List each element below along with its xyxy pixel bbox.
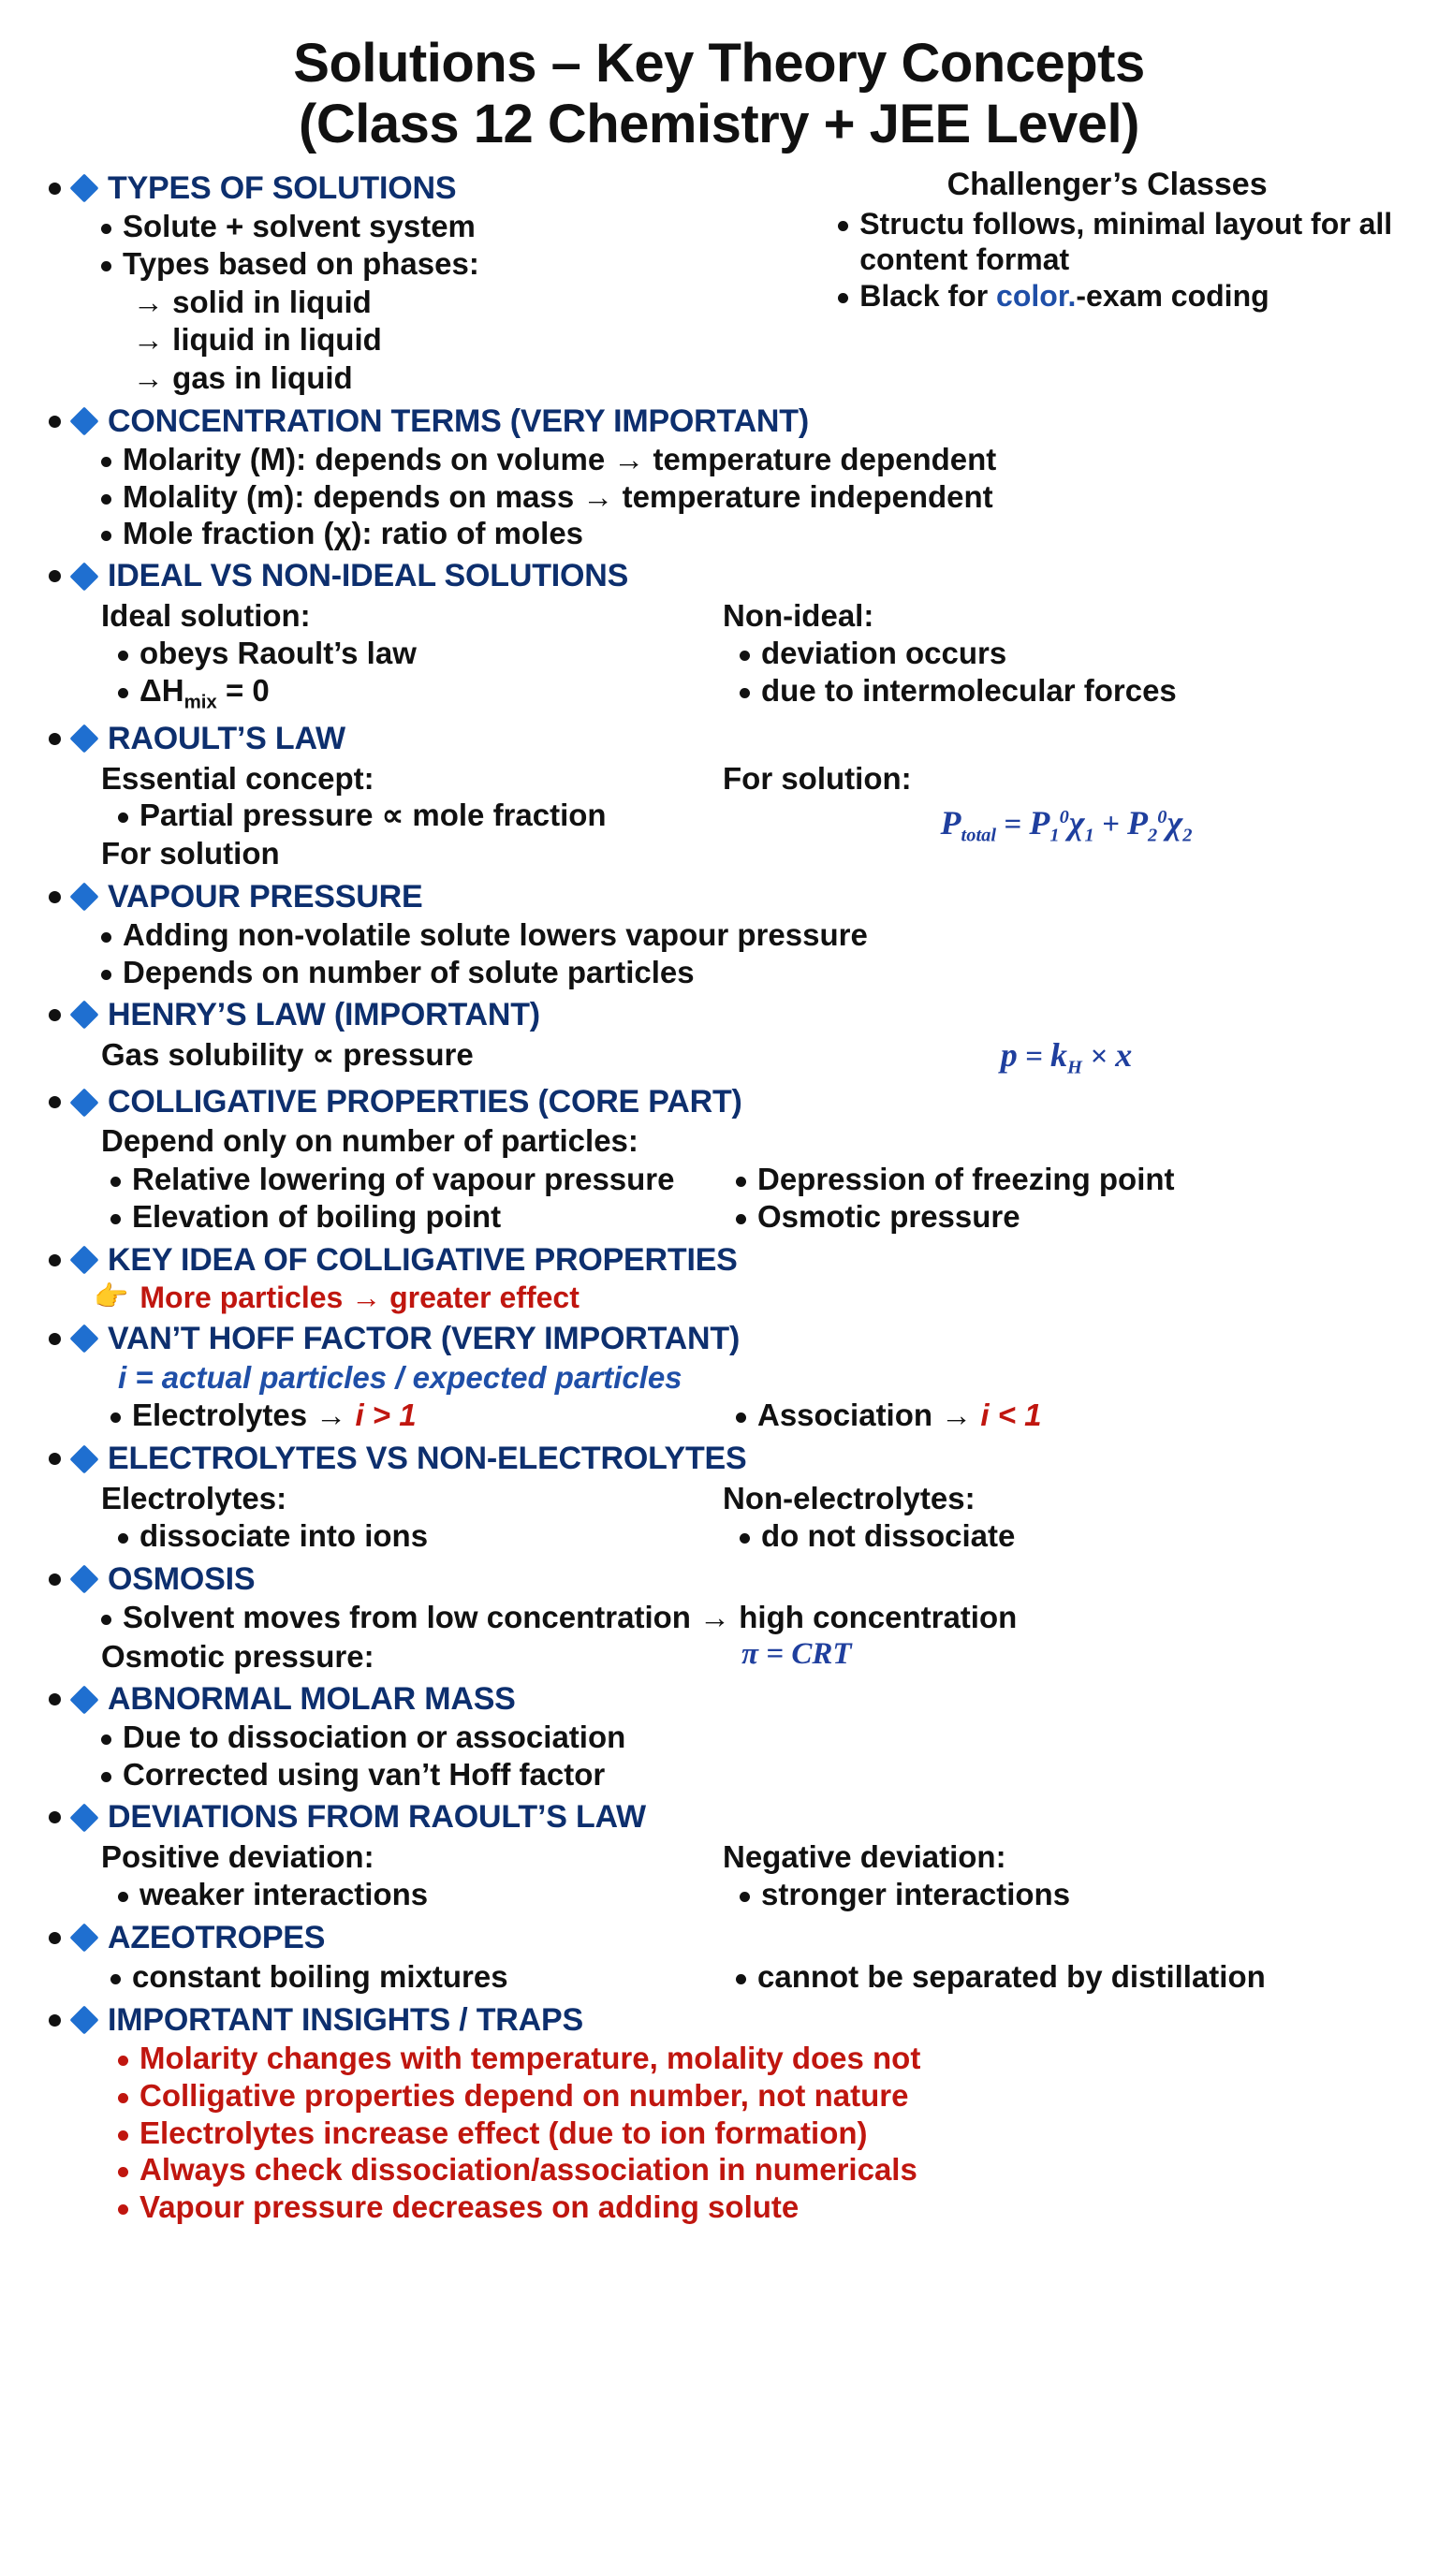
title-line-1: Solutions – Key Theory Concepts <box>293 33 1145 94</box>
column-left <box>28 596 715 714</box>
list-item-text <box>132 1398 417 1434</box>
trap-item <box>28 2152 1410 2188</box>
bullet-icon <box>101 970 111 980</box>
section-azeotropes <box>28 1920 1410 1997</box>
list-item-text: due to intermolecular forces <box>761 672 1177 708</box>
column-left <box>28 759 715 873</box>
diamond-icon <box>69 724 98 754</box>
column-left <box>28 1035 715 1079</box>
section-heading: VAPOUR PRESSURE <box>108 878 423 915</box>
list-item-text <box>757 1398 1042 1434</box>
bullet-icon <box>118 2056 128 2066</box>
electrolyte-value: i > 1 <box>355 1398 417 1433</box>
diamond-icon <box>69 1001 98 1030</box>
bullet-icon <box>740 1533 750 1544</box>
list-item <box>28 955 1410 991</box>
two-column-block <box>28 596 1410 714</box>
osmotic-pressure-label: Osmotic pressure: <box>101 1638 374 1674</box>
list-item-text: Depression of freezing point <box>757 1161 1175 1196</box>
trap-text: Vapour pressure decreases on adding solute <box>139 2189 800 2225</box>
list-item <box>28 798 715 834</box>
list-item-text: Depends on number of solute particles <box>123 954 695 989</box>
brand-note-post: -exam coding <box>1076 279 1269 314</box>
bullet-icon <box>49 1096 61 1108</box>
list-item <box>28 1959 719 1996</box>
column-right <box>719 1958 1410 1997</box>
bullet-icon <box>49 570 61 582</box>
bullet-icon <box>49 1453 61 1465</box>
trap-item <box>28 2078 1410 2115</box>
bullet-icon <box>740 651 750 661</box>
section-heading: CONCENTRATION TERMS (VERY IMPORTANT) <box>108 402 809 439</box>
list-item-text: Osmotic pressure <box>757 1198 1020 1234</box>
brand-note-text <box>859 279 1269 315</box>
bullet-icon <box>101 1615 111 1625</box>
two-column-block <box>28 1958 1410 1997</box>
list-item-text: Relative lowering of vapour pressure <box>132 1161 675 1196</box>
trap-text: Electrolytes increase effect (due to ion formation) <box>139 2115 868 2150</box>
section-abnormal-molar-mass <box>28 1681 1410 1793</box>
bullet-icon <box>49 1009 61 1021</box>
two-column-block <box>28 1035 1410 1079</box>
bullet-icon <box>118 651 128 661</box>
column-left <box>28 1637 715 1676</box>
title-line-2: (Class 12 Chemistry + JEE Level) <box>299 93 1139 154</box>
bullet-icon <box>118 2167 128 2177</box>
list-item-text: Molarity (M): depends on volume → temperature dependent <box>123 441 997 476</box>
bullet-icon <box>838 221 848 231</box>
column-label: Non-electrolytes: <box>723 1481 976 1516</box>
bullet-icon <box>736 1412 746 1423</box>
list-item <box>723 1518 1410 1555</box>
list-item <box>28 1720 1410 1756</box>
brand-note <box>804 279 1410 315</box>
section-heading-row <box>28 1561 1410 1598</box>
two-column-block <box>28 1837 1410 1914</box>
bullet-icon <box>118 2130 128 2141</box>
arrow-item: → liquid in liquid <box>133 322 382 358</box>
enthalpy-symbol: ΔH <box>139 672 184 708</box>
henry-formula: $p = k_H \times x$ <box>1000 1035 1133 1078</box>
list-item-text: cannot be separated by distillation <box>757 1958 1266 1994</box>
section-vant-hoff-factor <box>28 1321 1410 1436</box>
bullet-icon <box>49 891 61 903</box>
top-row <box>28 165 1410 398</box>
bullet-icon <box>110 1177 121 1187</box>
column-label: Essential concept: <box>101 760 374 796</box>
bullet-icon <box>118 688 128 698</box>
list-item-text: constant boiling mixtures <box>132 1958 508 1994</box>
diamond-icon <box>69 1685 98 1714</box>
vant-hoff-definition: i = actual particles / expected particles <box>118 1359 682 1395</box>
list-item <box>28 917 1410 954</box>
section-heading-row <box>28 1242 1410 1279</box>
column-right <box>715 1637 1410 1676</box>
two-column-block <box>28 1479 1410 1556</box>
column-label: Non-ideal: <box>723 598 874 634</box>
section-heading: DEVIATIONS FROM RAOULT’S LAW <box>108 1799 646 1836</box>
bullet-icon <box>49 1254 61 1266</box>
trap-text: Always check dissociation/association in numericals <box>139 2152 917 2188</box>
list-item <box>28 1877 715 1913</box>
column-left <box>28 1479 715 1556</box>
list-item-text: Due to dissociation or association <box>123 1720 626 1755</box>
list-item-text: Solute + solvent system <box>123 208 476 243</box>
list-item-text: Partial pressure ∝ mole fraction <box>139 798 607 833</box>
section-colligative-properties <box>28 1084 1410 1236</box>
section-heading: TYPES OF SOLUTIONS <box>108 169 457 206</box>
column-label: Positive deviation: <box>101 1839 374 1875</box>
bullet-icon <box>49 416 61 428</box>
section-electrolytes-vs-nonelectrolytes <box>28 1441 1410 1556</box>
list-item <box>28 1600 1410 1636</box>
trap-text: Colligative properties depend on number, not nature <box>139 2077 909 2113</box>
section-heading-row <box>28 1681 1410 1718</box>
bullet-icon <box>118 1892 128 1902</box>
list-item <box>28 1757 1410 1793</box>
section-heading: IMPORTANT INSIGHTS / TRAPS <box>108 2001 583 2038</box>
list-item <box>723 636 1410 672</box>
bullet-icon <box>838 293 848 303</box>
two-column-block <box>28 1637 1410 1676</box>
trap-item <box>28 2115 1410 2152</box>
page-title <box>28 34 1410 155</box>
diamond-icon <box>69 1924 98 1953</box>
list-item-text: weaker interactions <box>139 1876 429 1911</box>
list-item-text: obeys Raoult’s law <box>139 635 417 670</box>
column-right <box>715 1479 1410 1556</box>
section-heading-row <box>28 879 1410 915</box>
bullet-icon <box>110 1412 121 1423</box>
trap-text: Molarity changes with temperature, molality does not <box>139 2040 921 2075</box>
section-heading: AZEOTROPES <box>108 1919 326 1955</box>
section-heading: RAOULT’S LAW <box>108 720 345 756</box>
list-item <box>28 1518 715 1555</box>
bullet-icon <box>118 1533 128 1544</box>
list-item-text: deviation occurs <box>761 635 1007 670</box>
diamond-icon <box>69 2006 98 2035</box>
bullet-icon <box>49 1811 61 1823</box>
highlight-row <box>28 1281 1410 1315</box>
two-column-block <box>28 1161 1410 1237</box>
section-types-of-solutions <box>28 165 799 398</box>
diamond-icon <box>69 1803 98 1832</box>
arrow-item: → solid in liquid <box>133 284 372 319</box>
section-concentration-terms <box>28 403 1410 553</box>
column-right <box>715 1035 1410 1079</box>
diamond-icon <box>69 1088 98 1117</box>
list-item <box>28 479 1410 516</box>
column-right <box>715 596 1410 714</box>
bullet-icon <box>49 183 61 195</box>
henry-statement: Gas solubility ∝ pressure <box>101 1036 474 1072</box>
trap-item <box>28 2041 1410 2077</box>
section-heading: ELECTROLYTES VS NON-ELECTROLYTES <box>108 1441 747 1477</box>
section-henrys-law <box>28 997 1410 1079</box>
bullet-icon <box>101 1734 111 1745</box>
list-item <box>28 246 799 283</box>
diamond-icon <box>69 174 98 203</box>
column-right <box>719 1397 1410 1435</box>
column-label: Electrolytes: <box>101 1481 287 1516</box>
section-heading-row <box>28 721 1410 757</box>
brand-note <box>804 207 1410 278</box>
bullet-icon <box>101 932 111 943</box>
trap-item <box>28 2189 1410 2226</box>
section-heading-row <box>28 1321 1410 1357</box>
bullet-icon <box>49 1333 61 1345</box>
bullet-icon <box>736 1214 746 1224</box>
brand-block <box>799 165 1410 316</box>
section-heading: IDEAL VS NON-IDEAL SOLUTIONS <box>108 558 629 594</box>
list-item <box>723 673 1410 710</box>
bullet-icon <box>49 1693 61 1705</box>
section-heading: KEY IDEA OF COLLIGATIVE PROPERTIES <box>108 1241 738 1278</box>
bullet-icon <box>118 2204 128 2215</box>
list-item-text: Elevation of boiling point <box>132 1198 502 1234</box>
highlight-text: More particles → greater effect <box>139 1280 580 1314</box>
section-heading: COLLIGATIVE PROPERTIES (CORE PART) <box>108 1084 742 1120</box>
column-tail-text: For solution <box>101 836 280 871</box>
enthalpy-value: = 0 <box>216 672 270 708</box>
list-item <box>28 1199 719 1236</box>
bullet-icon <box>49 1932 61 1944</box>
bullet-icon <box>49 733 61 745</box>
column-right <box>715 1837 1410 1914</box>
section-heading: OSMOSIS <box>108 1560 256 1597</box>
two-column-block <box>28 759 1410 873</box>
list-item <box>719 1199 1410 1236</box>
section-heading-row <box>28 1441 1410 1477</box>
bullet-icon <box>101 457 111 467</box>
section-osmosis <box>28 1561 1410 1676</box>
list-item <box>719 1162 1410 1198</box>
association-label: Association → <box>757 1398 981 1433</box>
list-item-text: Molality (m): depends on mass → temperature independent <box>123 478 993 514</box>
brand-name: Challenger’s Classes <box>946 166 1268 202</box>
association-value: i < 1 <box>980 1398 1042 1433</box>
diamond-icon <box>69 1565 98 1594</box>
electrolyte-label: Electrolytes → <box>132 1398 356 1433</box>
bullet-icon <box>740 1892 750 1902</box>
enthalpy-subscript: mix <box>183 691 217 713</box>
list-item <box>28 673 715 714</box>
section-heading-row <box>28 1920 1410 1956</box>
section-heading: VAN’T HOFF FACTOR (VERY IMPORTANT) <box>108 1320 741 1356</box>
section-lead-text: Depend only on number of particles: <box>101 1123 638 1159</box>
bullet-icon <box>736 1177 746 1187</box>
section-ideal-vs-nonideal <box>28 558 1410 714</box>
list-item <box>28 209 799 245</box>
list-item-text: do not dissociate <box>761 1517 1016 1553</box>
bullet-icon <box>101 261 111 271</box>
section-heading: HENRY’S LAW (IMPORTANT) <box>108 996 540 1032</box>
section-deviations <box>28 1799 1410 1914</box>
osmotic-pressure-formula: π = CRT <box>741 1636 852 1671</box>
list-item-text: Mole fraction (χ): ratio of moles <box>123 516 584 551</box>
two-column-block <box>28 1397 1410 1435</box>
bullet-icon <box>736 1974 746 1984</box>
diamond-icon <box>69 1325 98 1354</box>
list-item <box>719 1398 1410 1434</box>
list-item <box>723 1877 1410 1913</box>
list-item <box>28 636 715 672</box>
diamond-icon <box>69 562 98 591</box>
column-left <box>28 1837 715 1914</box>
bullet-icon <box>118 812 128 823</box>
section-vapour-pressure <box>28 879 1410 991</box>
section-important-insights <box>28 2002 1410 2227</box>
diamond-icon <box>69 883 98 912</box>
section-heading-row <box>28 1799 1410 1836</box>
list-item-text: Adding non-volatile solute lowers vapour pressure <box>123 916 868 952</box>
section-raoults-law <box>28 721 1410 873</box>
list-item <box>28 516 1410 552</box>
bullet-icon <box>101 494 111 505</box>
raoult-formula: $P_{total} = P_1^0\chi_1 + P_2^0\chi_2$ <box>940 804 1193 846</box>
section-heading-row <box>28 558 1410 594</box>
pointing-hand-icon: 👉 <box>94 1281 129 1312</box>
section-heading-row <box>28 997 1410 1033</box>
section-heading-row <box>28 170 799 207</box>
brand-note-text: Structu follows, minimal layout for all content format <box>859 206 1393 276</box>
column-left <box>28 1958 719 1997</box>
bullet-icon <box>110 1974 121 1984</box>
bullet-icon <box>101 224 111 234</box>
brand-note-pre: Black for <box>859 279 997 314</box>
column-label: Ideal solution: <box>101 598 311 634</box>
bullet-icon <box>118 2093 128 2103</box>
section-heading-row <box>28 1084 1410 1120</box>
column-label: For solution: <box>723 760 912 796</box>
bullet-icon <box>49 2014 61 2027</box>
list-item-text: Solvent moves from low concentration → high concentration <box>123 1599 1018 1634</box>
section-key-idea <box>28 1242 1410 1315</box>
column-right <box>719 1161 1410 1237</box>
column-label: Negative deviation: <box>723 1839 1006 1875</box>
list-item-text: Corrected using van’t Hoff factor <box>123 1757 606 1793</box>
arrow-item: → gas in liquid <box>133 359 353 395</box>
column-left <box>28 1397 719 1435</box>
diamond-icon <box>69 407 98 436</box>
bullet-icon <box>101 531 111 541</box>
diamond-icon <box>69 1246 98 1275</box>
list-item <box>28 442 1410 478</box>
list-item <box>719 1959 1410 1996</box>
bullet-icon <box>49 1573 61 1586</box>
list-item-text: Types based on phases: <box>123 245 479 281</box>
brand-note-highlight: color. <box>996 279 1077 314</box>
section-heading: ABNORMAL MOLAR MASS <box>108 1681 516 1718</box>
bullet-icon <box>110 1214 121 1224</box>
bullet-icon <box>740 688 750 698</box>
bullet-icon <box>101 1772 111 1782</box>
list-item-text: dissociate into ions <box>139 1517 429 1553</box>
list-item <box>28 1162 719 1198</box>
column-left <box>28 1161 719 1237</box>
section-heading-row <box>28 403 1410 440</box>
list-item-text: stronger interactions <box>761 1876 1071 1911</box>
diamond-icon <box>69 1444 98 1473</box>
list-item-text <box>139 673 270 714</box>
list-item <box>28 1398 719 1434</box>
section-heading-row <box>28 2002 1410 2039</box>
column-right <box>715 759 1410 873</box>
